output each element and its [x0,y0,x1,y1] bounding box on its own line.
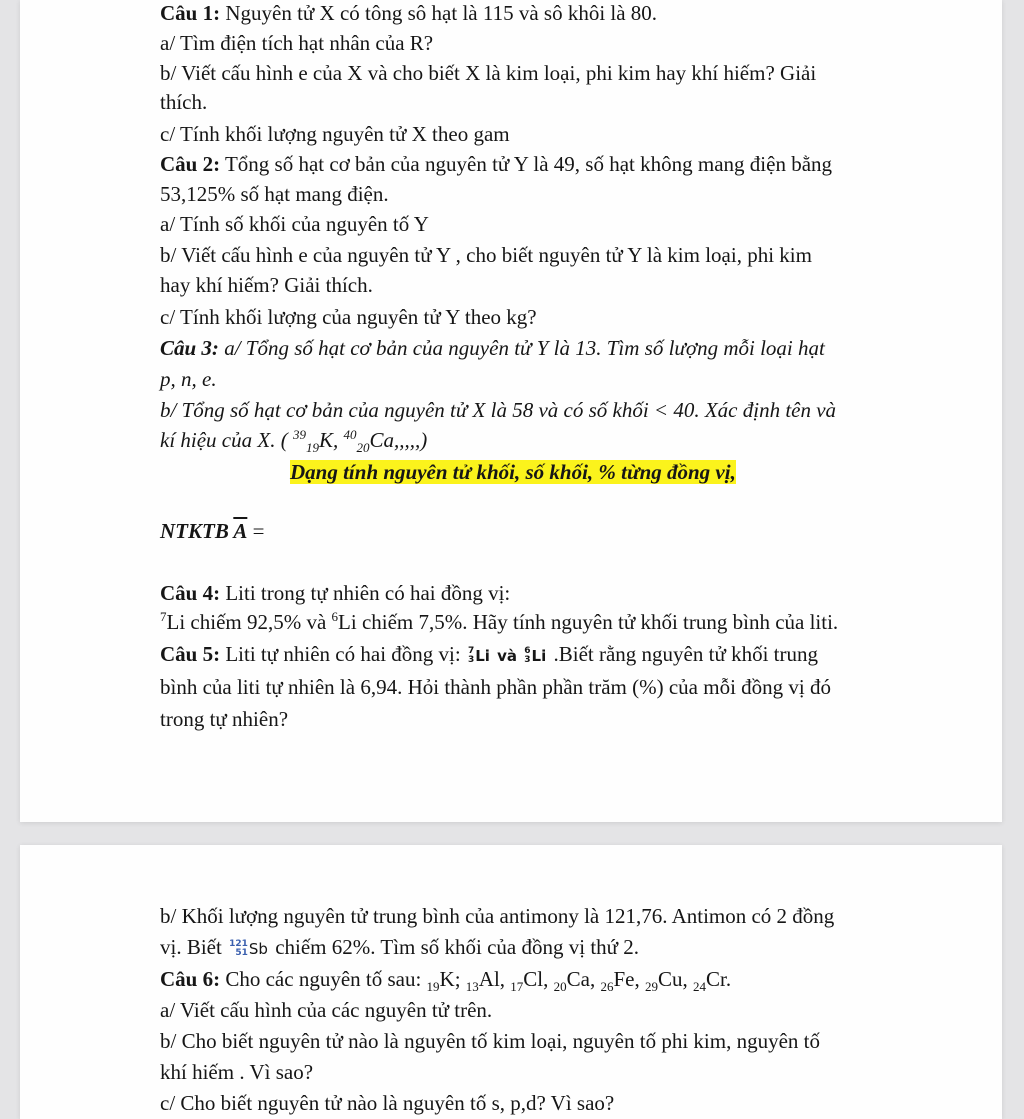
q6-b-2: khí hiếm . Vì sao? [160,1060,314,1084]
average-a-symbol: $\overline{A}$ [233,519,248,543]
q6-a: a/ Viết cấu hình của các nguyên tử trên. [160,998,493,1022]
document-page-2 [20,845,1002,1119]
q4-label: Câu 4: [160,581,221,605]
ntktb-formula: NTKTB $\overline{A}$ = [160,519,265,543]
q1-c: c/ Tính khối lượng nguyên tử X theo gam [160,122,510,146]
q1-label: Câu 1: [160,1,221,25]
q3-b-1: b/ Tổng số hạt cơ bản của nguyên tử X là 58 và có số khối < 40. Xác định tên và [160,398,837,422]
q2-a: a/ Tính số khối của nguyên tố Y [160,212,429,236]
q6-b-1: b/ Cho biết nguyên tử nào là nguyên tố kim loại, nguyên tố phi kim, nguyên tố [160,1029,820,1053]
p2-b-2: vị. Biết 121 51 Sb chiếm 62%. Tìm số khối của đồng vị thứ 2. [160,934,639,962]
q2-b-1: b/ Viết cấu hình e của nguyên tử Y , cho biết nguyên tử Y là kim loại, phi kim [160,243,812,267]
q6-label: Câu 6: [160,967,221,991]
li7-isotope: 7 3 Li [467,646,490,666]
q1-line: Câu 1: Nguyên tử X có tông sô hạt là 115 và sô khôi là 80. [160,1,658,25]
q5-line-2: bình của liti tự nhiên là 6,94. Hỏi thành phần phần trăm (%) của mỗi đồng vị đó [160,675,831,699]
q4-line: Câu 4: Liti trong tự nhiên có hai đồng vị: [160,581,511,605]
q5-line-3: trong tự nhiên? [160,707,289,731]
q2-label: Câu 2: [160,152,221,176]
q5-line: Câu 5: Liti tự nhiên có hai đồng vị: 7 3 Li và 6 3 Li .Biết rằng nguyên tử khối trung [160,641,818,669]
q2-line-2: 53,125% số hạt mang điện. [160,182,389,206]
q6-line: Câu 6: Cho các nguyên tố sau: $_{19}$K; $_{13}$Al, $_{17}$Cl, $_{20}$Ca, $_{26}$Fe, $_{29}$Cu, $_{24}$Cr. [160,967,732,995]
q3-line: Câu 3: a/ Tổng số hạt cơ bản của nguyên tử Y là 13. Tìm số lượng mỗi loại hạt [160,336,825,360]
q1-a: a/ Tìm điện tích hạt nhân của R? [160,31,434,55]
q1-b-1: b/ Viết cấu hình e của X và cho biết X là kim loại, phi kim hay khí hiếm? Giải [160,61,817,85]
document-page-1 [20,0,1002,822]
q4-line-2: $^7$Li chiếm 92,5% và $^6$Li chiếm 7,5%. Hãy tính nguyên tử khối trung bình của liti. [160,609,839,634]
li6-isotope: 6 3 Li [524,646,547,666]
section-heading: Dạng tính nguyên tử khối, số khối, % từng đồng vị, [290,460,736,484]
q6-c: c/ Cho biết nguyên tử nào là nguyên tố s, p,d? Vì sao? [160,1091,615,1115]
q2-b-2: hay khí hiếm? Giải thích. [160,273,373,297]
q1-b-2: thích. [160,90,208,114]
q2-line: Câu 2: Tổng số hạt cơ bản của nguyên tử Y là 49, số hạt không mang điện bằng [160,152,833,176]
q5-label: Câu 5: [160,642,221,666]
q3-label: Câu 3: [160,336,219,360]
sb121-isotope: 121 51 Sb [229,939,268,959]
q3-a-2: p, n, e. [160,367,217,391]
q2-c: c/ Tính khối lượng của nguyên tử Y theo kg? [160,305,537,329]
q3-b-2: kí hiệu của X. ( $^{39}_{19}$K, $^{40}_{20}$Ca,,,,,) [160,427,428,456]
p2-b-1: b/ Khối lượng nguyên tử trung bình của antimony là 121,76. Antimon có 2 đồng [160,904,835,928]
